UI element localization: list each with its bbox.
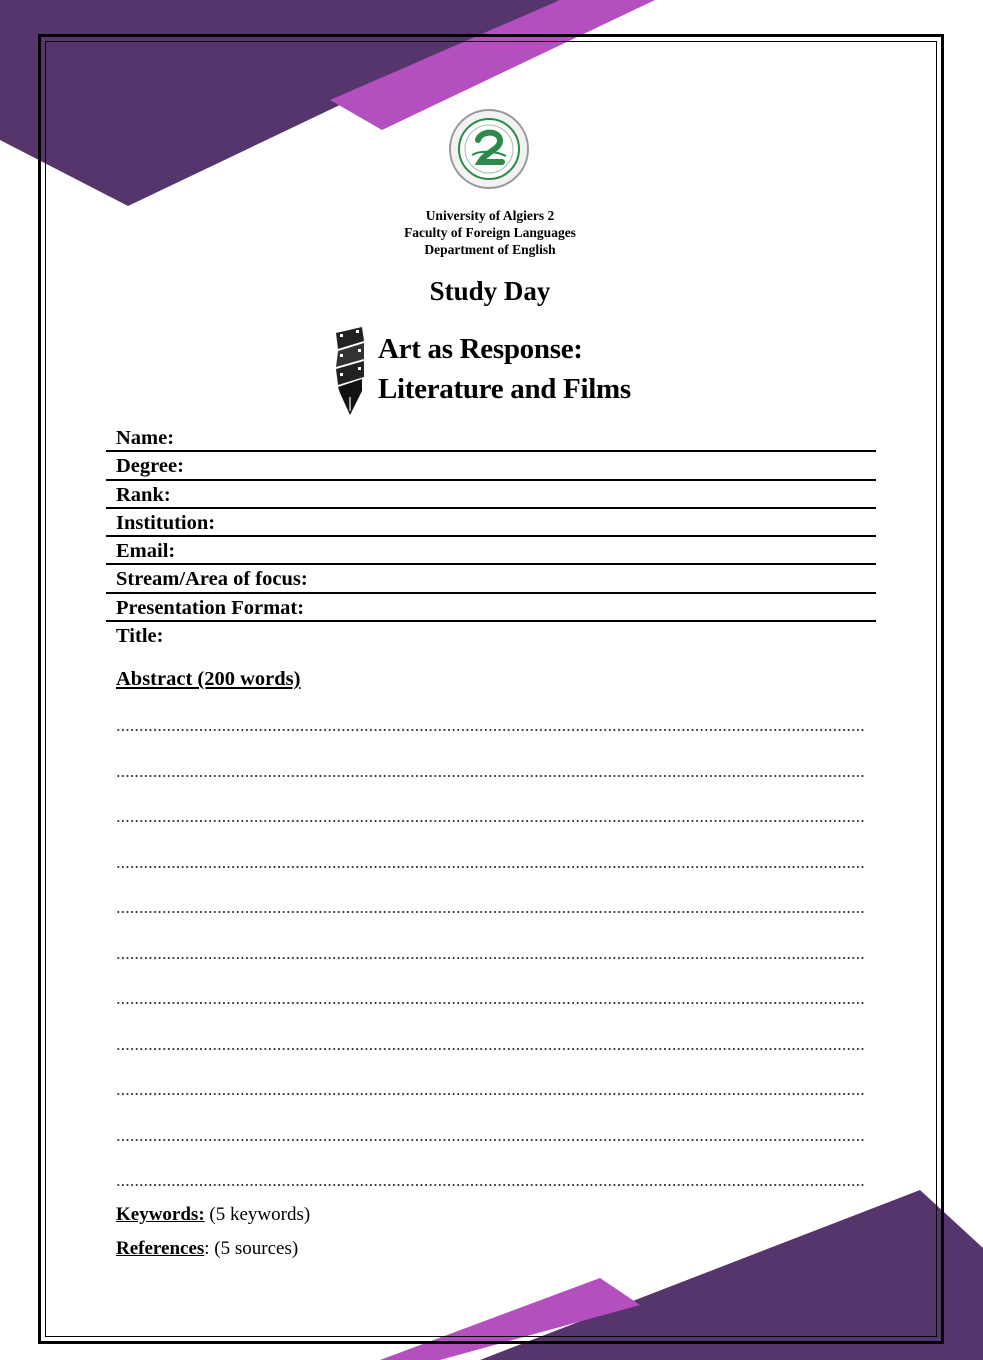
keywords-label: Keywords: — [116, 1204, 205, 1225]
field-rank[interactable]: Rank: — [106, 481, 876, 509]
keywords-row — [116, 1204, 310, 1226]
references-row — [116, 1238, 298, 1260]
event-title: Study Day — [429, 276, 551, 306]
abstract-line[interactable] — [116, 865, 866, 869]
abstract-line[interactable] — [116, 910, 866, 914]
abstract-heading: Abstract (200 words) — [116, 668, 301, 690]
abstract-line[interactable] — [116, 1047, 866, 1051]
abstract-line[interactable] — [116, 1183, 866, 1187]
keywords-note: (5 keywords) — [204, 1204, 311, 1225]
abstract-line[interactable] — [116, 1138, 866, 1142]
abstract-line[interactable] — [116, 774, 866, 778]
field-title[interactable]: Title: — [116, 625, 164, 648]
theme-line-2: Literature and Films — [378, 373, 631, 405]
theme-line-1: Art as Response: — [378, 333, 583, 365]
abstract-line[interactable] — [116, 728, 866, 732]
abstract-line[interactable] — [116, 956, 866, 960]
field-name[interactable]: Name: — [106, 424, 876, 452]
department-name: Department of English — [424, 242, 556, 257]
field-presentation-format[interactable]: Presentation Format: — [106, 594, 876, 622]
abstract-line[interactable] — [116, 819, 866, 823]
university-logo-icon — [448, 108, 530, 190]
applicant-form — [106, 424, 876, 650]
faculty-name: Faculty of Foreign Languages — [404, 225, 576, 240]
abstract-line[interactable] — [116, 1092, 866, 1096]
field-degree[interactable]: Degree: — [106, 452, 876, 480]
field-stream[interactable]: Stream/Area of focus: — [106, 565, 876, 593]
field-institution[interactable]: Institution: — [106, 509, 876, 537]
abstract-line[interactable] — [116, 1001, 866, 1005]
film-pen-icon — [332, 327, 368, 415]
references-label: References — [116, 1238, 205, 1259]
university-name: University of Algiers 2 — [425, 208, 555, 223]
references-note: : (5 sources) — [204, 1238, 299, 1259]
field-email[interactable]: Email: — [106, 537, 876, 565]
